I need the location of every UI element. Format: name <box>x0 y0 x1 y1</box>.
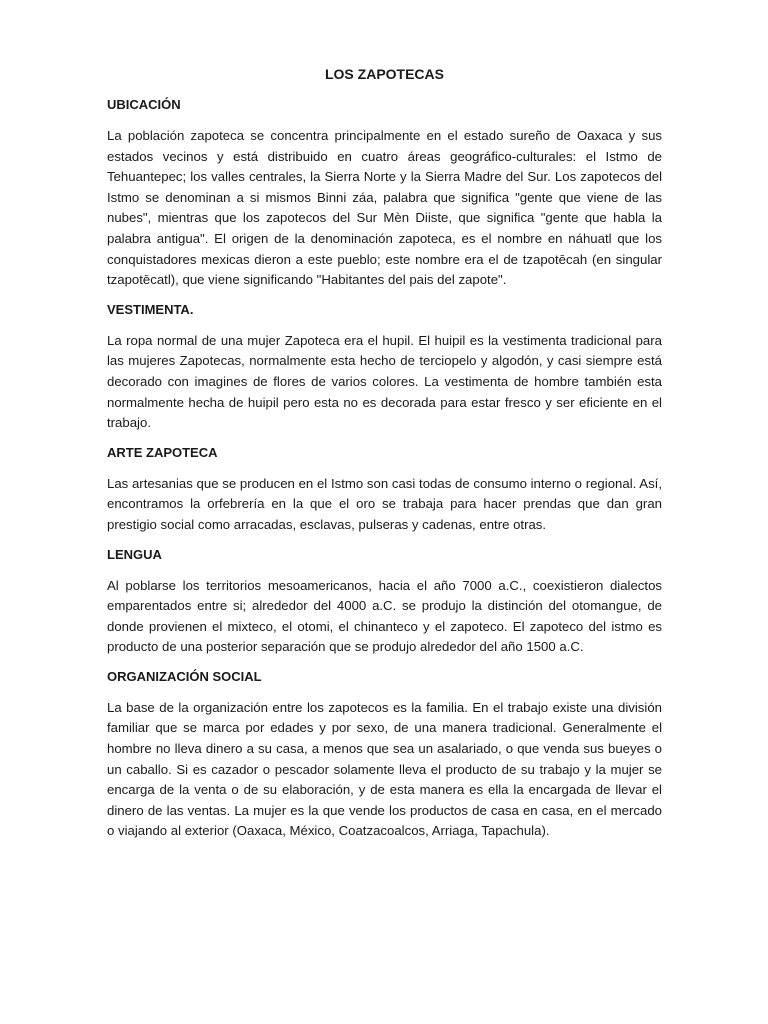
section-paragraph: La base de la organización entre los zapotecos es la familia. En el trabajo existe una división familiar que se marca por edades y por sexo, de una manera tradicional. Generalmente el hombre no lleva dinero a su casa, a menos que sea un asalariado, o que venda sus bueyes o un caballo. Si es cazador o pescador solamente lleva el producto de su trabajo y la mujer se encarga de la venta o de su elaboración, y de esta manera es ella la encargada de llevar el dinero de las ventas. La mujer es la que vende los productos de casa en casa, en el mercado o viajando al exterior (Oaxaca, México, Coatzacoalcos, Arriaga, Tapachula). <box>107 699 662 839</box>
section-paragraph: La ropa normal de una mujer Zapoteca era el hupil. El huipil es la vestimenta tradicional para las mujeres Zapotecas, normalmente esta hecho de terciopelo y algodón, y casi siempre está decorado con imagines de flores de varios colores. La vestimenta de hombre también esta normalmente hecha de huipil pero esta no es decorada para estar fresco y ser eficiente en el trabajo. <box>107 332 662 431</box>
section-lengua <box>107 546 662 658</box>
section-heading: ARTE ZAPOTECA <box>107 444 218 460</box>
section-organizacion-social <box>107 668 662 842</box>
section-ubicacion <box>107 96 662 291</box>
section-heading: LENGUA <box>107 546 162 562</box>
document-title: LOS ZAPOTECAS <box>324 66 444 82</box>
section-paragraph: Las artesanias que se producen en el Istmo son casi todas de consumo interno o regional. Así, encontramos la orfebrería en la que el oro se trabaja para hacer prendas que dan gran prestigio social como arracadas, esclavas, pulseras y cadenas, entre otras. <box>107 475 662 532</box>
section-heading: UBICACIÓN <box>107 97 181 112</box>
section-paragraph: Al poblarse los territorios mesoamericanos, hacia el año 7000 a.C., coexistieron dialectos emparentados entre si; alrededor del 4000 a.C. se produjo la distinción del otomangue, de donde provienen el mixteco, el otomi, el chinanteco y el zapoteco. El zapoteco del istmo es producto de una posterior separación que se produjo alrededor del año 1500 a.C. <box>107 577 662 655</box>
section-arte-zapoteca <box>107 444 662 536</box>
section-heading: ORGANIZACIÓN SOCIAL <box>107 668 262 684</box>
section-paragraph: La población zapoteca se concentra principalmente en el estado sureño de Oaxaca y sus estados vecinos y está distribuido en cuatro áreas geográfico-culturales: el Istmo de Tehuantepec; los valles centrales, la Sierra Norte y la Sierra Madre del Sur. Los zapotecos del Istmo se denominan a si mismos Binni záa, palabra que significa "gente que viene de las nubes", mientras que los zapotecos del Sur Mèn Diiste, que significa "gente que habla la palabra antigua". El origen de la denominación zapoteca, es el nombre en náhuatl que los conquistadores mexicas dieron a este pueblo; este nombre era el de tzapotēcah (en singular tzapotēcatl), que viene significando "Habitantes del pais del zapote". <box>107 128 662 288</box>
section-heading: VESTIMENTA. <box>107 301 194 317</box>
section-vestimenta <box>107 301 662 434</box>
